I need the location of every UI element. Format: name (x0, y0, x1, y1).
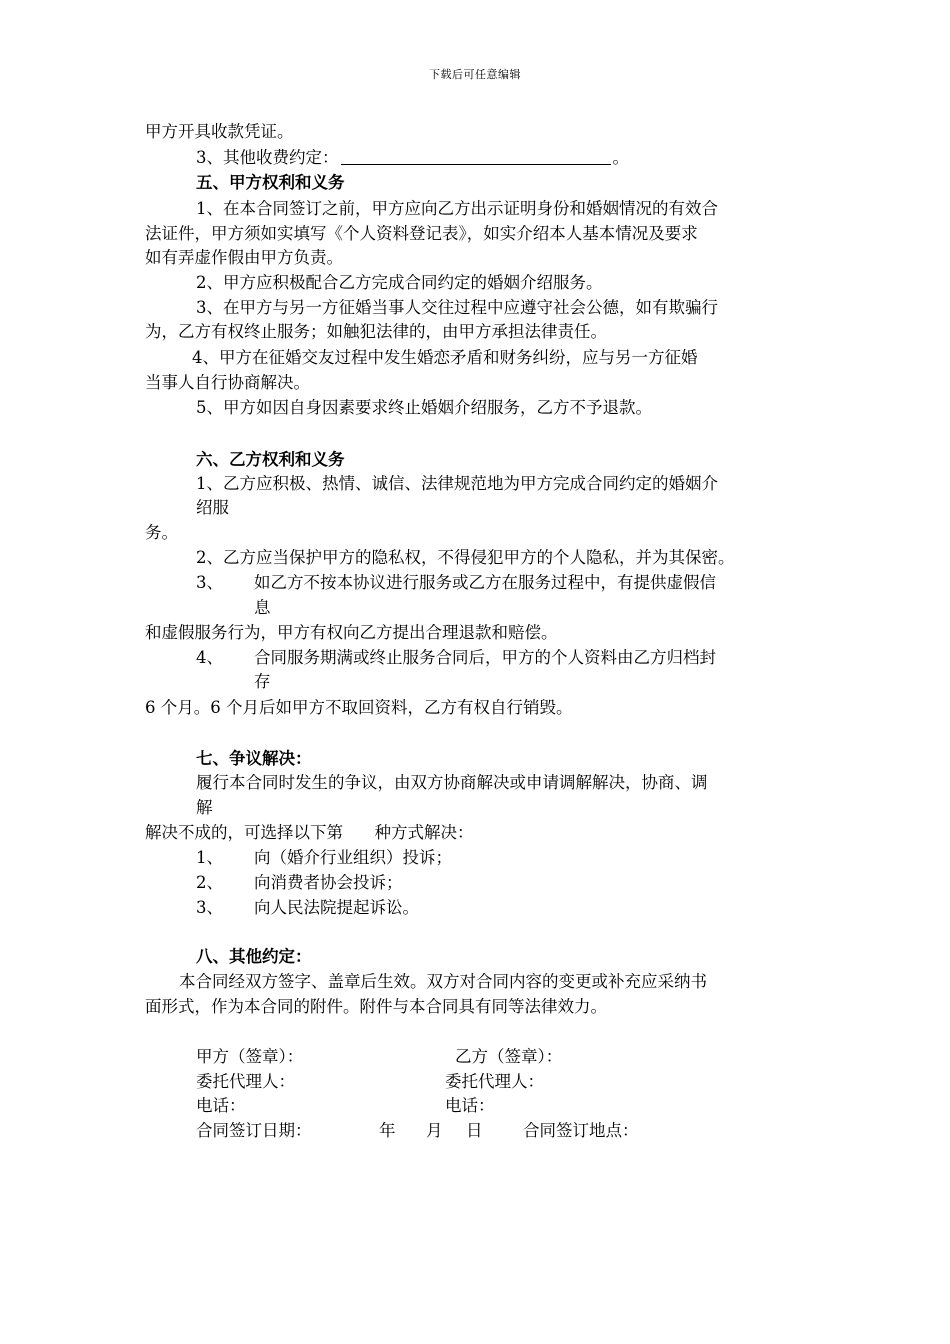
sec7-line: 履行本合同时发生的争议，由双方协商解决或申请调解解决，协商、调 (196, 773, 708, 792)
sign-date-month: 月 (426, 1121, 443, 1140)
sec7-option-text: 向人民法院提起诉讼。 (254, 898, 419, 917)
sec5-line: 为，乙方有权终止服务；如触犯法律的，由甲方承担法律责任。 (145, 322, 607, 341)
sec6-item4-text: 合同服务期满或终止服务合同后，甲方的个人资料由乙方归档封 (254, 648, 716, 667)
sec7-title: 七、争议解决： (196, 749, 312, 768)
sec4-tail: 甲方开具收款凭证。 (145, 122, 294, 141)
sec5-line: 4、甲方在征婚交友过程中发生婚恋矛盾和财务纠纷，应与另一方征婚 (192, 348, 698, 367)
sec6-item4-wrap: 存 (254, 672, 271, 691)
party-a-phone: 电话： (196, 1096, 246, 1115)
sec6-item2: 2、乙方应当保护甲方的隐私权，不得侵犯甲方的个人隐私，并为其保密。 (196, 548, 735, 567)
sec4-item3-suffix: 。 (612, 148, 629, 167)
sec5-line: 2、甲方应积极配合乙方完成合同约定的婚姻介绍服务。 (196, 273, 603, 292)
sec5-line: 5、甲方如因自身因素要求终止婚姻介绍服务，乙方不予退款。 (196, 398, 652, 417)
sec6-item1-cont: 务。 (145, 523, 178, 542)
sign-place-label: 合同签订地点： (523, 1121, 639, 1140)
sec6-item4-cont: 6 个月。6 个月后如甲方不取回资料，乙方有权自行销毁。 (145, 698, 573, 717)
sec7-line: 解决不成的，可选择以下第 种方式解决： (145, 823, 474, 842)
party-a-seal: 甲方（签章）： (196, 1047, 304, 1066)
sec6-item1-wrap: 绍服 (196, 498, 229, 517)
sec7-option-num: 2、 (196, 873, 223, 892)
sec5-line: 3、在甲方与另一方征婚当事人交往过程中应遵守社会公德，如有欺骗行 (196, 298, 718, 317)
sec6-item4-num: 4、 (196, 648, 223, 667)
sec6-title: 六、乙方权利和义务 (196, 450, 345, 469)
sec5-line: 当事人自行协商解决。 (145, 373, 310, 392)
sec6-item3-num: 3、 (196, 573, 223, 592)
sec6-item3-text: 如乙方不按本协议进行服务或乙方在服务过程中，有提供虚假信 (254, 573, 716, 592)
party-b-seal: 乙方（签章）： (455, 1047, 563, 1066)
sec6-item3-cont: 和虚假服务行为，甲方有权向乙方提出合理退款和赔偿。 (145, 623, 558, 642)
sec8-line: 面形式，作为本合同的附件。附件与本合同具有同等法律效力。 (145, 997, 607, 1016)
sec8-title: 八、其他约定： (196, 947, 312, 966)
sec6-item1: 1、乙方应积极、热情、诚信、法律规范地为甲方完成合同约定的婚姻介 (196, 474, 718, 493)
sec5-line: 如有弄虚作假由甲方负责。 (145, 248, 343, 267)
sec7-option-text: 向消费者协会投诉； (254, 873, 403, 892)
sign-date-label: 合同签订日期： (196, 1121, 312, 1140)
sec8-line: 本合同经双方签字、盖章后生效。双方对合同内容的变更或补充应采纳书 (179, 972, 707, 991)
sec5-line: 法证件，甲方须如实填写《个人资料登记表》，如实介绍本人基本情况及要求 (145, 224, 698, 243)
sec7-option-text: 向（婚介行业组织）投诉； (254, 848, 452, 867)
sec7-option-num: 1、 (196, 848, 223, 867)
party-b-agent: 委托代理人： (445, 1072, 544, 1091)
page-header: 下载后可任意编辑 (429, 68, 521, 81)
sec5-title: 五、甲方权利和义务 (196, 173, 345, 192)
sec7-line: 解 (196, 798, 213, 817)
sign-date-day: 日 (466, 1121, 483, 1140)
sec5-line: 1、在本合同签订之前，甲方应向乙方出示证明身份和婚姻情况的有效合 (196, 199, 718, 218)
sign-date-year: 年 (379, 1121, 396, 1140)
sec7-option-num: 3、 (196, 898, 223, 917)
sec4-item3-prefix: 3、其他收费约定： (196, 148, 339, 167)
sec6-item3-wrap: 息 (254, 598, 271, 617)
party-b-phone: 电话： (445, 1096, 495, 1115)
fee-blank-line (341, 148, 611, 165)
sec4-item3 (196, 147, 629, 169)
party-a-agent: 委托代理人： (196, 1072, 295, 1091)
